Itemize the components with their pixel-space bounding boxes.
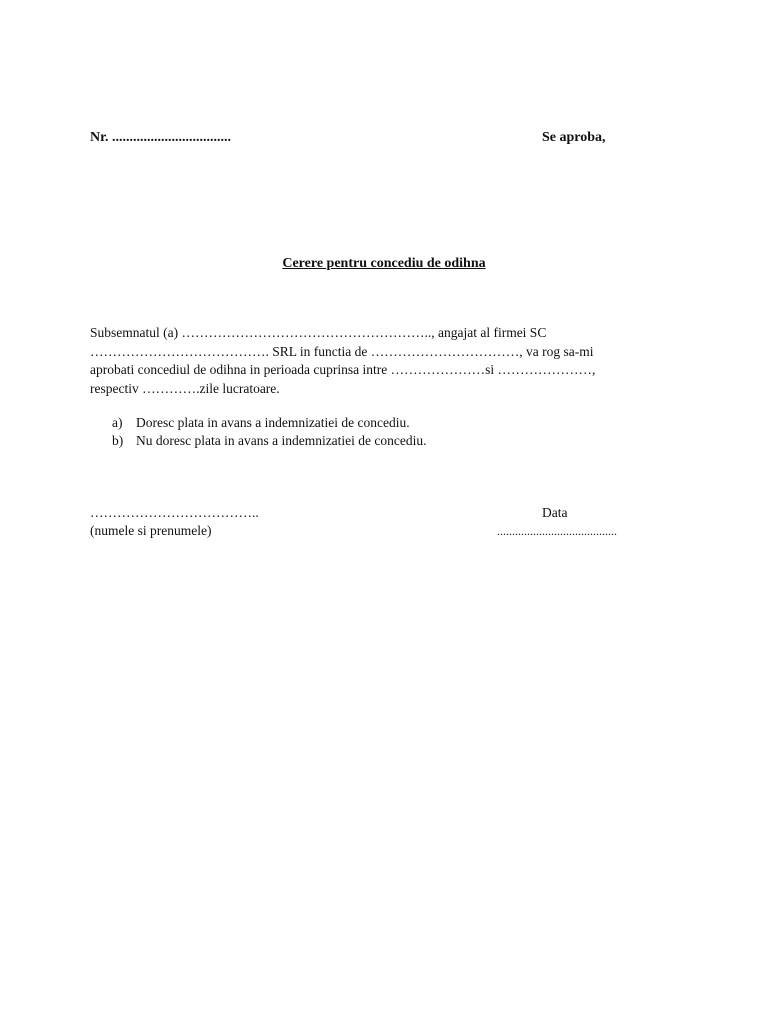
signature-label: (numele si prenumele) (90, 523, 212, 538)
option-a (112, 414, 427, 432)
date-label: Data (542, 505, 568, 520)
body-line: Subsemnatul (a) ……………………………………………….., angajat al firmei SC (90, 325, 547, 340)
option-marker: b) (112, 433, 124, 448)
request-body (90, 324, 690, 398)
document-title: Cerere pentru concediu de odihna (282, 256, 486, 271)
option-text: Doresc plata in avans a indemnizatiei de concediu. (136, 415, 410, 430)
date-line: ........................................ (497, 524, 617, 538)
payment-options-list (112, 414, 427, 450)
option-b (112, 432, 427, 450)
body-line: respectiv ………….zile lucratoare. (90, 380, 280, 396)
body-line: aprobati concediul de odihna in perioada cuprinsa intre …………………si …………………, (90, 362, 596, 377)
option-text: Nu doresc plata in avans a indemnizatiei de concediu. (136, 433, 427, 448)
document-number: Nr. .................................. (90, 130, 232, 145)
option-marker: a) (112, 415, 123, 430)
approval-label: Se aproba, (542, 130, 606, 145)
signature-line: ……………………………….. (90, 505, 259, 520)
body-line: …………………………………. SRL in functia de ……………………………, va rog sa-mi (90, 343, 594, 359)
